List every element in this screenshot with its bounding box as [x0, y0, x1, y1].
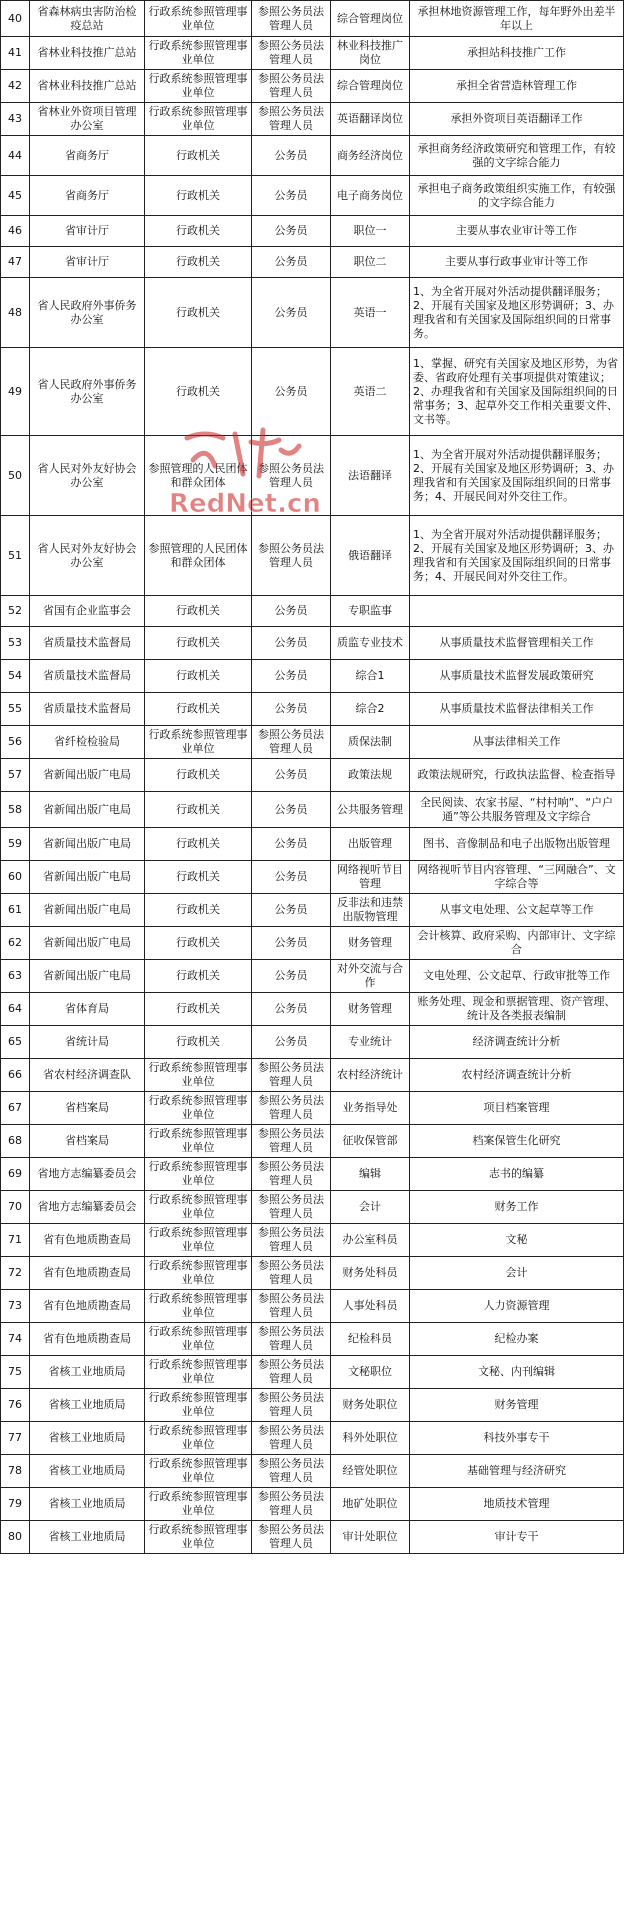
cell-kind: 参照公务员法管理人员 — [252, 1158, 331, 1191]
cell-no: 72 — [1, 1257, 30, 1290]
cell-unit: 省商务厅 — [30, 136, 145, 176]
cell-type: 行政机关 — [145, 247, 252, 278]
cell-post: 会计 — [331, 1191, 410, 1224]
table-row — [1, 960, 624, 993]
table-row — [1, 1488, 624, 1521]
cell-post: 地矿处职位 — [331, 1488, 410, 1521]
cell-duty: 1、为全省开展对外活动提供翻译服务；2、开展有关国家及地区形势调研；3、办理我省和有关国家及国际组织间的日常事务；4、开展民间对外交往工作。 — [410, 436, 624, 516]
cell-no: 78 — [1, 1455, 30, 1488]
cell-type: 行政机关 — [145, 993, 252, 1026]
cell-unit: 省质量技术监督局 — [30, 627, 145, 660]
cell-post: 出版管理 — [331, 828, 410, 861]
cell-type: 行政系统参照管理事业单位 — [145, 1224, 252, 1257]
cell-type: 行政机关 — [145, 828, 252, 861]
cell-no: 46 — [1, 216, 30, 247]
cell-type: 行政机关 — [145, 693, 252, 726]
cell-duty: 基础管理与经济研究 — [410, 1455, 624, 1488]
cell-duty — [410, 596, 624, 627]
cell-unit: 省质量技术监督局 — [30, 660, 145, 693]
table-row — [1, 1026, 624, 1059]
cell-post: 反非法和违禁出版物管理 — [331, 894, 410, 927]
cell-no: 69 — [1, 1158, 30, 1191]
cell-duty: 从事文电处理、公文起草等工作 — [410, 894, 624, 927]
cell-no: 79 — [1, 1488, 30, 1521]
cell-unit: 省核工业地质局 — [30, 1422, 145, 1455]
cell-post: 商务经济岗位 — [331, 136, 410, 176]
cell-duty: 从事质量技术监督法律相关工作 — [410, 693, 624, 726]
cell-post: 英语翻译岗位 — [331, 103, 410, 136]
cell-type: 行政系统参照管理事业单位 — [145, 103, 252, 136]
cell-duty: 文秘、内刊编辑 — [410, 1356, 624, 1389]
cell-no: 76 — [1, 1389, 30, 1422]
cell-post: 综合管理岗位 — [331, 1, 410, 37]
cell-kind: 参照公务员法管理人员 — [252, 1290, 331, 1323]
table-row — [1, 927, 624, 960]
cell-kind: 参照公务员法管理人员 — [252, 1422, 331, 1455]
cell-unit: 省有色地质勘查局 — [30, 1290, 145, 1323]
cell-post: 网络视听节目管理 — [331, 861, 410, 894]
cell-no: 60 — [1, 861, 30, 894]
table-row — [1, 70, 624, 103]
cell-type: 行政系统参照管理事业单位 — [145, 1125, 252, 1158]
cell-post: 专职监事 — [331, 596, 410, 627]
cell-kind: 参照公务员法管理人员 — [252, 1389, 331, 1422]
cell-unit: 省审计厅 — [30, 216, 145, 247]
cell-type: 行政机关 — [145, 792, 252, 828]
cell-no: 57 — [1, 759, 30, 792]
table-row — [1, 627, 624, 660]
cell-type: 行政机关 — [145, 348, 252, 436]
cell-post: 业务指导处 — [331, 1092, 410, 1125]
cell-unit: 省森林病虫害防治检疫总站 — [30, 1, 145, 37]
cell-unit: 省国有企业监事会 — [30, 596, 145, 627]
cell-post: 公共服务管理 — [331, 792, 410, 828]
cell-duty: 承担林地资源管理工作，每年野外出差半年以上 — [410, 1, 624, 37]
cell-duty: 图书、音像制品和电子出版物出版管理 — [410, 828, 624, 861]
cell-post: 经管处职位 — [331, 1455, 410, 1488]
cell-duty: 审计专干 — [410, 1521, 624, 1554]
cell-no: 59 — [1, 828, 30, 861]
cell-no: 44 — [1, 136, 30, 176]
cell-unit: 省新闻出版广电局 — [30, 828, 145, 861]
table-row — [1, 278, 624, 348]
cell-post: 质监专业技术 — [331, 627, 410, 660]
cell-duty: 会计核算、政府采购、内部审计、文字综合 — [410, 927, 624, 960]
cell-kind: 公务员 — [252, 894, 331, 927]
cell-kind: 参照公务员法管理人员 — [252, 516, 331, 596]
cell-post: 综合1 — [331, 660, 410, 693]
cell-unit: 省纤检检验局 — [30, 726, 145, 759]
cell-no: 73 — [1, 1290, 30, 1323]
cell-post: 电子商务岗位 — [331, 176, 410, 216]
cell-kind: 公务员 — [252, 927, 331, 960]
cell-duty: 会计 — [410, 1257, 624, 1290]
cell-duty: 主要从事农业审计等工作 — [410, 216, 624, 247]
cell-kind: 公务员 — [252, 960, 331, 993]
table-row — [1, 1290, 624, 1323]
table-row — [1, 894, 624, 927]
cell-no: 41 — [1, 37, 30, 70]
cell-unit: 省档案局 — [30, 1125, 145, 1158]
cell-post: 农村经济统计 — [331, 1059, 410, 1092]
cell-kind: 参照公务员法管理人员 — [252, 1191, 331, 1224]
cell-kind: 公务员 — [252, 792, 331, 828]
cell-type: 行政系统参照管理事业单位 — [145, 1257, 252, 1290]
cell-no: 77 — [1, 1422, 30, 1455]
cell-post: 英语二 — [331, 348, 410, 436]
cell-post: 财务管理 — [331, 993, 410, 1026]
cell-kind: 参照公务员法管理人员 — [252, 37, 331, 70]
cell-no: 67 — [1, 1092, 30, 1125]
cell-unit: 省审计厅 — [30, 247, 145, 278]
cell-duty: 农村经济调查统计分析 — [410, 1059, 624, 1092]
cell-unit: 省统计局 — [30, 1026, 145, 1059]
cell-type: 行政系统参照管理事业单位 — [145, 1158, 252, 1191]
cell-type: 参照管理的人民团体和群众团体 — [145, 436, 252, 516]
table-row — [1, 1257, 624, 1290]
table-row — [1, 1125, 624, 1158]
cell-kind: 公务员 — [252, 247, 331, 278]
cell-duty: 1、为全省开展对外活动提供翻译服务；2、开展有关国家及地区形势调研；3、办理我省和有关国家及国际组织间的日常事务。 — [410, 278, 624, 348]
cell-post: 财务管理 — [331, 927, 410, 960]
cell-kind: 公务员 — [252, 693, 331, 726]
cell-duty: 从事质量技术监督管理相关工作 — [410, 627, 624, 660]
table-row — [1, 1422, 624, 1455]
cell-type: 行政机关 — [145, 176, 252, 216]
cell-no: 64 — [1, 993, 30, 1026]
watermark-text: RedNet.cn — [169, 489, 321, 519]
cell-unit: 省新闻出版广电局 — [30, 894, 145, 927]
cell-no: 47 — [1, 247, 30, 278]
cell-duty: 从事质量技术监督发展政策研究 — [410, 660, 624, 693]
table-row — [1, 1389, 624, 1422]
cell-type: 行政系统参照管理事业单位 — [145, 1092, 252, 1125]
cell-type: 行政系统参照管理事业单位 — [145, 1323, 252, 1356]
cell-kind: 参照公务员法管理人员 — [252, 726, 331, 759]
table-row — [1, 1092, 624, 1125]
cell-duty: 全民阅读、农家书屋、“村村响”、“户户通”等公共服务管理及文字综合 — [410, 792, 624, 828]
cell-duty: 1、掌握、研究有关国家及地区形势，为省委、省政府处理有关事项提供对策建议；2、办理我省和有关国家及国际组织间的日常事务；3、起草外交工作相关重要文件、文书等。 — [410, 348, 624, 436]
cell-unit: 省体育局 — [30, 993, 145, 1026]
cell-no: 49 — [1, 348, 30, 436]
table-body — [1, 1, 624, 1554]
cell-kind: 参照公务员法管理人员 — [252, 1092, 331, 1125]
table-row — [1, 1059, 624, 1092]
table-row — [1, 660, 624, 693]
cell-duty: 财务工作 — [410, 1191, 624, 1224]
cell-post: 职位一 — [331, 216, 410, 247]
cell-kind: 公务员 — [252, 627, 331, 660]
cell-kind: 参照公务员法管理人员 — [252, 1521, 331, 1554]
cell-unit: 省有色地质勘查局 — [30, 1323, 145, 1356]
cell-kind: 公务员 — [252, 348, 331, 436]
cell-kind: 参照公务员法管理人员 — [252, 1455, 331, 1488]
cell-no: 50 — [1, 436, 30, 516]
cell-type: 行政机关 — [145, 894, 252, 927]
cell-no: 51 — [1, 516, 30, 596]
cell-type: 行政系统参照管理事业单位 — [145, 1521, 252, 1554]
cell-post: 编辑 — [331, 1158, 410, 1191]
cell-unit: 省有色地质勘查局 — [30, 1257, 145, 1290]
cell-no: 52 — [1, 596, 30, 627]
cell-no: 43 — [1, 103, 30, 136]
cell-unit: 省人民对外友好协会办公室 — [30, 436, 145, 516]
cell-unit: 省核工业地质局 — [30, 1455, 145, 1488]
cell-unit: 省新闻出版广电局 — [30, 759, 145, 792]
table-row — [1, 1224, 624, 1257]
table-row — [1, 828, 624, 861]
cell-kind: 公务员 — [252, 596, 331, 627]
cell-post: 职位二 — [331, 247, 410, 278]
cell-no: 58 — [1, 792, 30, 828]
cell-post: 综合2 — [331, 693, 410, 726]
cell-type: 行政系统参照管理事业单位 — [145, 1488, 252, 1521]
cell-no: 54 — [1, 660, 30, 693]
cell-type: 行政系统参照管理事业单位 — [145, 1059, 252, 1092]
cell-type: 行政机关 — [145, 627, 252, 660]
table-row — [1, 436, 624, 516]
cell-unit: 省质量技术监督局 — [30, 693, 145, 726]
cell-unit: 省林业科技推广总站 — [30, 70, 145, 103]
cell-kind: 公务员 — [252, 278, 331, 348]
cell-no: 65 — [1, 1026, 30, 1059]
cell-duty: 承担外资项目英语翻译工作 — [410, 103, 624, 136]
cell-type: 行政系统参照管理事业单位 — [145, 1356, 252, 1389]
cell-type: 行政机关 — [145, 1026, 252, 1059]
cell-no: 66 — [1, 1059, 30, 1092]
cell-type: 行政机关 — [145, 927, 252, 960]
cell-type: 行政机关 — [145, 216, 252, 247]
cell-duty: 财务管理 — [410, 1389, 624, 1422]
table-row — [1, 1, 624, 37]
cell-duty: 志书的编纂 — [410, 1158, 624, 1191]
cell-duty: 1、为全省开展对外活动提供翻译服务；2、开展有关国家及地区形势调研；3、办理我省和有关国家及国际组织间的日常事务；4、开展民间对外交往工作。 — [410, 516, 624, 596]
cell-type: 行政机关 — [145, 596, 252, 627]
cell-post: 对外交流与合作 — [331, 960, 410, 993]
cell-unit: 省林业科技推广总站 — [30, 37, 145, 70]
cell-duty: 承担商务经济政策研究和管理工作，有较强的文字综合能力 — [410, 136, 624, 176]
cell-kind: 公务员 — [252, 1026, 331, 1059]
cell-post: 综合管理岗位 — [331, 70, 410, 103]
table-row — [1, 348, 624, 436]
cell-kind: 公务员 — [252, 993, 331, 1026]
table-row — [1, 1521, 624, 1554]
cell-no: 40 — [1, 1, 30, 37]
cell-duty: 主要从事行政事业审计等工作 — [410, 247, 624, 278]
cell-unit: 省新闻出版广电局 — [30, 792, 145, 828]
cell-kind: 公务员 — [252, 136, 331, 176]
table-row — [1, 516, 624, 596]
cell-post: 俄语翻译 — [331, 516, 410, 596]
cell-unit: 省地方志编纂委员会 — [30, 1191, 145, 1224]
table-row — [1, 1191, 624, 1224]
cell-type: 行政系统参照管理事业单位 — [145, 1389, 252, 1422]
table-row — [1, 596, 624, 627]
cell-duty: 科技外事专干 — [410, 1422, 624, 1455]
cell-duty: 人力资源管理 — [410, 1290, 624, 1323]
table-row — [1, 216, 624, 247]
cell-type: 参照管理的人民团体和群众团体 — [145, 516, 252, 596]
cell-type: 行政系统参照管理事业单位 — [145, 37, 252, 70]
cell-no: 48 — [1, 278, 30, 348]
cell-unit: 省农村经济调查队 — [30, 1059, 145, 1092]
cell-type: 行政系统参照管理事业单位 — [145, 1191, 252, 1224]
cell-unit: 省林业外资项目管理办公室 — [30, 103, 145, 136]
cell-post: 办公室科员 — [331, 1224, 410, 1257]
cell-type: 行政系统参照管理事业单位 — [145, 1290, 252, 1323]
cell-type: 行政系统参照管理事业单位 — [145, 726, 252, 759]
cell-type: 行政系统参照管理事业单位 — [145, 1422, 252, 1455]
cell-type: 行政机关 — [145, 759, 252, 792]
cell-kind: 参照公务员法管理人员 — [252, 1323, 331, 1356]
table-row — [1, 1323, 624, 1356]
cell-type: 行政机关 — [145, 960, 252, 993]
cell-unit: 省核工业地质局 — [30, 1389, 145, 1422]
cell-no: 55 — [1, 693, 30, 726]
cell-no: 70 — [1, 1191, 30, 1224]
table-row — [1, 861, 624, 894]
cell-kind: 公务员 — [252, 216, 331, 247]
cell-no: 42 — [1, 70, 30, 103]
cell-unit: 省人民政府外事侨务办公室 — [30, 348, 145, 436]
cell-kind: 参照公务员法管理人员 — [252, 1224, 331, 1257]
cell-unit: 省档案局 — [30, 1092, 145, 1125]
cell-duty: 文电处理、公文起草、行政审批等工作 — [410, 960, 624, 993]
cell-duty: 承担全省营造林管理工作 — [410, 70, 624, 103]
cell-no: 63 — [1, 960, 30, 993]
cell-type: 行政机关 — [145, 136, 252, 176]
cell-post: 质保法制 — [331, 726, 410, 759]
cell-duty: 档案保管生化研究 — [410, 1125, 624, 1158]
cell-unit: 省核工业地质局 — [30, 1521, 145, 1554]
cell-post: 政策法规 — [331, 759, 410, 792]
cell-no: 68 — [1, 1125, 30, 1158]
cell-unit: 省新闻出版广电局 — [30, 960, 145, 993]
cell-post: 法语翻译 — [331, 436, 410, 516]
table-row — [1, 693, 624, 726]
table-row — [1, 247, 624, 278]
cell-type: 行政系统参照管理事业单位 — [145, 1, 252, 37]
cell-post: 人事处科员 — [331, 1290, 410, 1323]
cell-unit: 省新闻出版广电局 — [30, 861, 145, 894]
cell-duty: 承担电子商务政策组织实施工作，有较强的文字综合能力 — [410, 176, 624, 216]
cell-duty: 地质技术管理 — [410, 1488, 624, 1521]
cell-no: 75 — [1, 1356, 30, 1389]
table-row — [1, 792, 624, 828]
cell-unit: 省人民对外友好协会办公室 — [30, 516, 145, 596]
cell-no: 56 — [1, 726, 30, 759]
cell-post: 文秘职位 — [331, 1356, 410, 1389]
cell-kind: 公务员 — [252, 660, 331, 693]
cell-post: 财务处科员 — [331, 1257, 410, 1290]
cell-no: 80 — [1, 1521, 30, 1554]
cell-kind: 参照公务员法管理人员 — [252, 103, 331, 136]
cell-kind: 公务员 — [252, 861, 331, 894]
cell-no: 53 — [1, 627, 30, 660]
cell-kind: 公务员 — [252, 759, 331, 792]
cell-duty: 经济调查统计分析 — [410, 1026, 624, 1059]
cell-no: 61 — [1, 894, 30, 927]
cell-duty: 从事法律相关工作 — [410, 726, 624, 759]
cell-unit: 省核工业地质局 — [30, 1356, 145, 1389]
cell-kind: 公务员 — [252, 176, 331, 216]
table-row — [1, 726, 624, 759]
table-row — [1, 1455, 624, 1488]
cell-type: 行政系统参照管理事业单位 — [145, 1455, 252, 1488]
cell-duty: 账务处理、现金和票据管理、资产管理、统计及各类报表编制 — [410, 993, 624, 1026]
table-row — [1, 176, 624, 216]
cell-unit: 省有色地质勘查局 — [30, 1224, 145, 1257]
cell-unit: 省新闻出版广电局 — [30, 927, 145, 960]
table-row — [1, 993, 624, 1026]
cell-unit: 省商务厅 — [30, 176, 145, 216]
cell-type: 行政机关 — [145, 278, 252, 348]
table-row — [1, 136, 624, 176]
cell-unit: 省地方志编纂委员会 — [30, 1158, 145, 1191]
cell-no: 62 — [1, 927, 30, 960]
table-row — [1, 37, 624, 70]
cell-post: 科外处职位 — [331, 1422, 410, 1455]
cell-post: 财务处职位 — [331, 1389, 410, 1422]
cell-kind: 公务员 — [252, 828, 331, 861]
cell-duty: 纪检办案 — [410, 1323, 624, 1356]
cell-type: 行政系统参照管理事业单位 — [145, 70, 252, 103]
cell-type: 行政机关 — [145, 660, 252, 693]
cell-post: 英语一 — [331, 278, 410, 348]
cell-kind: 参照公务员法管理人员 — [252, 1, 331, 37]
cell-kind: 参照公务员法管理人员 — [252, 1488, 331, 1521]
table-row — [1, 1158, 624, 1191]
cell-post: 纪检科员 — [331, 1323, 410, 1356]
cell-post: 审计处职位 — [331, 1521, 410, 1554]
cell-post: 林业科技推广岗位 — [331, 37, 410, 70]
cell-duty: 文秘 — [410, 1224, 624, 1257]
cell-duty: 网络视听节目内容管理、“三网融合”、文字综合等 — [410, 861, 624, 894]
cell-unit: 省人民政府外事侨务办公室 — [30, 278, 145, 348]
table-row — [1, 103, 624, 136]
cell-unit: 省核工业地质局 — [30, 1488, 145, 1521]
cell-kind: 参照公务员法管理人员 — [252, 1356, 331, 1389]
cell-duty: 项目档案管理 — [410, 1092, 624, 1125]
cell-kind: 参照公务员法管理人员 — [252, 1125, 331, 1158]
table-row — [1, 1356, 624, 1389]
cell-type: 行政机关 — [145, 861, 252, 894]
cell-no: 74 — [1, 1323, 30, 1356]
cell-kind: 参照公务员法管理人员 — [252, 436, 331, 516]
cell-no: 45 — [1, 176, 30, 216]
table-row — [1, 759, 624, 792]
cell-post: 专业统计 — [331, 1026, 410, 1059]
cell-kind: 参照公务员法管理人员 — [252, 70, 331, 103]
cell-duty: 承担站科技推广工作 — [410, 37, 624, 70]
cell-kind: 参照公务员法管理人员 — [252, 1059, 331, 1092]
cell-no: 71 — [1, 1224, 30, 1257]
cell-duty: 政策法规研究，行政执法监督、检查指导 — [410, 759, 624, 792]
cell-post: 征收保管部 — [331, 1125, 410, 1158]
cell-kind: 参照公务员法管理人员 — [252, 1257, 331, 1290]
